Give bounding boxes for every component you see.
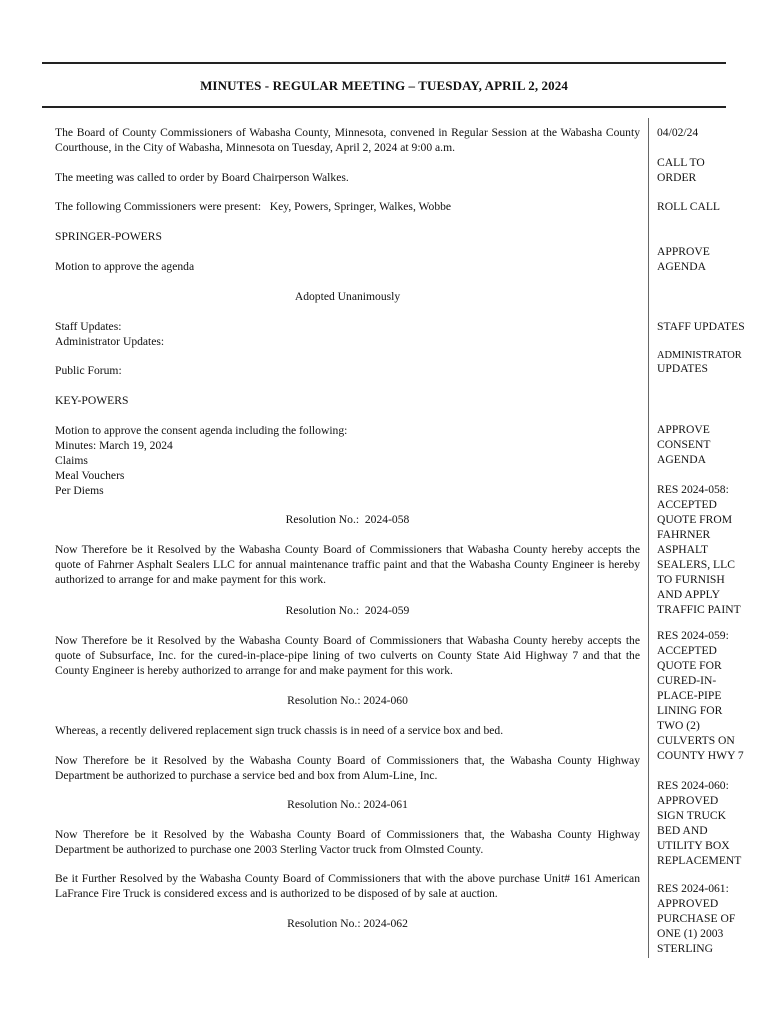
res061-further: Be it Further Resolved by the Wabasha County Board of Commissioners that with the above purchase Unit# 161 American LaFrance Fire Truck is considered excess and is authorized to be disposed of by sale at auction.	[55, 872, 640, 900]
side-call-to-order: CALL TO ORDER	[657, 156, 705, 184]
list-item: Per Diems	[55, 484, 104, 497]
side-res058: RES 2024-058: ACCEPTED QUOTE FROM FAHRNER ASPHALT SEALERS, LLC TO FURNISH AND APPLY TRAFFIC PAINT	[657, 483, 741, 616]
top-rule	[42, 62, 726, 64]
side-res059: RES 2024-059: ACCEPTED QUOTE FOR CURED-IN- PLACE-PIPE LINING FOR TWO (2) CULVERTS ON COUNTY HWY 7	[657, 629, 744, 762]
consent-agenda-block	[55, 423, 640, 498]
res059-text: Now Therefore be it Resolved by the Wabasha County Board of Commissioners that Wabasha County hereby accepts the quote of Subsurface, Inc. for the cured-in-place-pipe lining of two culverts on County State Aid Highway 7 and that the County Engineer is hereby authorized to arrange for and make payment for this work.	[55, 634, 640, 677]
res061-text: Now Therefore be it Resolved by the Wabasha County Board of Commissioners that, the Wabasha County Highway Department be authorized to purchase one 2003 Sterling Vactor truck from Olmsted County.	[55, 828, 640, 856]
staff-updates-text: Staff Updates:	[55, 320, 122, 333]
side-res060: RES 2024-060: APPROVED SIGN TRUCK BED AND UTILITY BOX REPLACEMENT	[657, 779, 742, 867]
title-bottom-rule	[42, 106, 726, 108]
public-forum-text: Public Forum:	[55, 364, 122, 377]
res058-text: Now Therefore be it Resolved by the Wabasha County Board of Commissioners that Wabasha County hereby accepts the quote of Fahrner Asphalt Sealers LLC for annual maintenance traffic paint and that the Wabasha County Engineer is hereby authorized to arrange for and make payment for this work.	[55, 543, 640, 586]
side-date: 04/02/24	[657, 126, 699, 139]
list-item: Meal Vouchers	[55, 469, 125, 482]
intro-paragraph: The Board of County Commissioners of Wabasha County, Minnesota, convened in Regular Session at the Wabasha County Courthouse, in the City of Wabasha, Minnesota on Tuesday, April 2, 2024 at 9:00 a.m.	[55, 126, 640, 154]
side-admin-updates-line2: UPDATES	[657, 362, 708, 375]
res060-text: Now Therefore be it Resolved by the Wabasha County Board of Commissioners that, the Wabasha County Highway Department be authorized to purchase a service bed and box from Alum-Line, Inc.	[55, 754, 640, 782]
res058-label: Resolution No.: 2024-058	[285, 513, 410, 526]
side-staff-updates: STAFF UPDATES	[657, 320, 745, 333]
consent-heading: Motion to approve the consent agenda including the following:	[55, 424, 348, 437]
motion1-movers: SPRINGER-POWERS	[55, 230, 162, 243]
motion2-movers: KEY-POWERS	[55, 394, 129, 407]
side-admin-updates-line1: ADMINISTRATOR	[657, 350, 742, 361]
margin-divider	[648, 118, 649, 958]
admin-updates-text: Administrator Updates:	[55, 335, 165, 348]
side-approve-consent: APPROVE CONSENT AGENDA	[657, 423, 711, 466]
called-to-order-text: The meeting was called to order by Board Chairperson Walkes.	[55, 171, 349, 184]
res060-label: Resolution No.: 2024-060	[287, 694, 408, 707]
res061-label: Resolution No.: 2024-061	[287, 798, 408, 811]
list-item: Minutes: March 19, 2024	[55, 439, 173, 452]
res060-whereas: Whereas, a recently delivered replacement sign truck chassis is in need of a service box and bed.	[55, 724, 504, 737]
motion1-text: Motion to approve the agenda	[55, 260, 195, 273]
side-res061: RES 2024-061: APPROVED PURCHASE OF ONE (1) 2003 STERLING	[657, 882, 736, 955]
res062-label: Resolution No.: 2024-062	[287, 917, 408, 930]
res059-label: Resolution No.: 2024-059	[285, 604, 410, 617]
page-title: MINUTES - REGULAR MEETING – TUESDAY, APRIL 2, 2024	[200, 78, 568, 93]
adopted-text: Adopted Unanimously	[294, 290, 401, 303]
list-item: Claims	[55, 454, 88, 467]
present-text: The following Commissioners were present: Key, Powers, Springer, Walkes, Wobbe	[55, 200, 452, 213]
side-approve-agenda: APPROVE AGENDA	[657, 245, 710, 273]
side-roll-call: ROLL CALL	[657, 200, 721, 213]
